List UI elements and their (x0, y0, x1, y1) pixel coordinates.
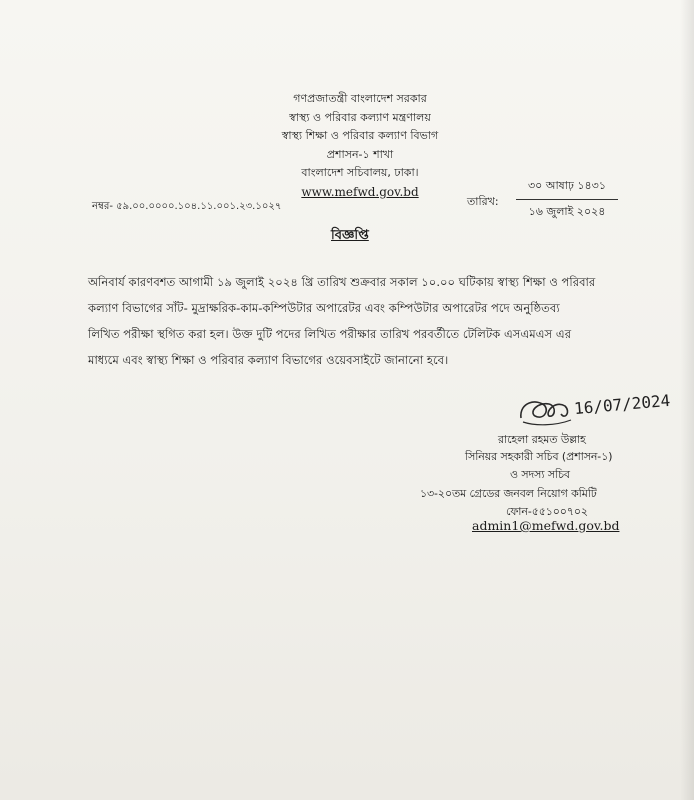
date-gregorian: ১৬ জুলাই ২০২৪ (528, 205, 606, 218)
signatory-phone: ফোন-৫৫১০০৭০২ (506, 505, 588, 518)
date-bangla: ৩০ আষাঢ় ১৪৩১ (516, 177, 618, 200)
letterhead (240, 90, 480, 201)
header-branch: প্রশাসন-১ শাখা (326, 147, 394, 161)
header-website-link[interactable]: www.mefwd.gov.bd (301, 184, 419, 199)
signatory-role: ও সদস্য সচিব (510, 468, 570, 481)
memo-number: নম্বর- ৫৯.০০.০০০০.১০৪.১১.০০১.২৩.১০২৭ (92, 201, 282, 212)
signature-date: 16/07/2024 (573, 390, 671, 419)
signatory-designation: সিনিয়র সহকারী সচিব (প্রশাসন-১) (465, 450, 613, 463)
header-division: স্বাস্থ্য শিক্ষা ও পরিবার কল্যাণ বিভাগ (281, 129, 439, 142)
date-label: তারিখ: (467, 195, 499, 208)
signatory-committee: ১৩-২০তম গ্রেডের জনবল নিয়োগ কমিটি (420, 487, 597, 500)
body-line-1: অনিবার্য কারণবশত আগামী ১৯ জুলাই ২০২৪ খ্রি তারিখ শুক্রবার সকাল ১০.০০ ঘটিকায় স্বাস্থ্য শিক্ষা ও পরিবার (88, 275, 596, 289)
notice-body (88, 269, 648, 373)
notice-title: বিজ্ঞপ্তি (331, 228, 369, 243)
date-block (510, 177, 624, 222)
body-line-4: মাধ্যমে এবং স্বাস্থ্য শিক্ষা ও পরিবার কল্যাণ বিভাগের ওয়েবসাইটে জানানো হবে। (88, 353, 449, 367)
signatory-email-link[interactable]: admin1@mefwd.gov.bd (472, 518, 620, 533)
header-government: গণপ্রজাতন্ত্রী বাংলাদেশ সরকার (293, 92, 427, 105)
body-line-2: কল্যাণ বিভাগের সাঁট- মুদ্রাক্ষরিক-কাম-কম্পিউটার অপারেটর এবং কম্পিউটার অপারেটর পদে অনুষ্ঠিতব্য (88, 301, 560, 315)
page-edge-shadow (680, 0, 694, 800)
signatory-name: রাহেলা রহমত উল্লাহ (498, 433, 586, 446)
header-location: বাংলাদেশ সচিবালয়, ঢাকা। (301, 166, 419, 179)
header-ministry: স্বাস্থ্য ও পরিবার কল্যাণ মন্ত্রণালয় (289, 110, 431, 124)
body-line-3: লিখিত পরীক্ষা স্থগিত করা হল। উক্ত দুটি পদের লিখিত পরীক্ষার তারিখ পরবর্তীতে টেলিটক এসএমএস এর (88, 327, 572, 341)
